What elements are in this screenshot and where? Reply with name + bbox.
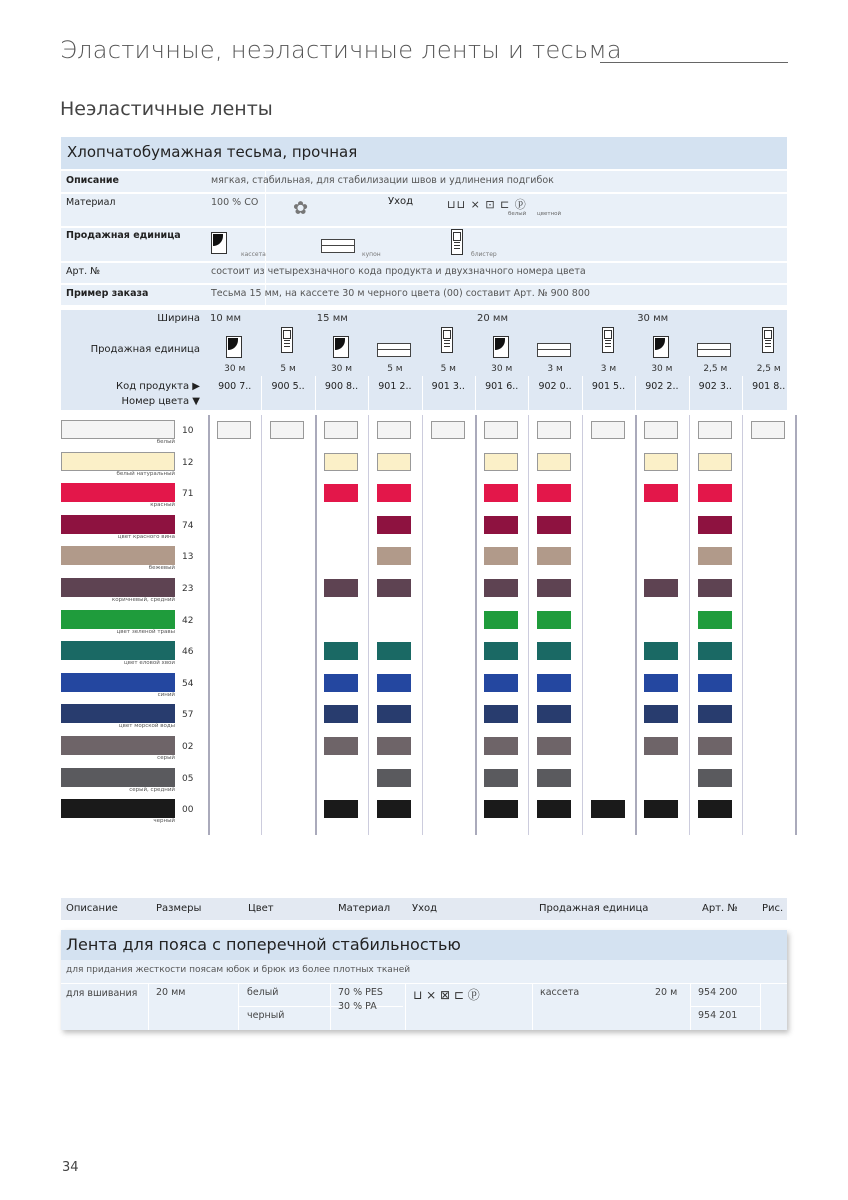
color-name: серый: [157, 755, 175, 761]
availability-cell: [698, 579, 732, 597]
availability-cell: [377, 484, 411, 502]
color-number: 00: [182, 805, 194, 816]
header-separator: [582, 376, 583, 410]
availability-cell: [698, 705, 732, 723]
availability-cell: [644, 579, 678, 597]
coupon-icon: [697, 343, 731, 357]
header-separator: [368, 376, 369, 410]
availability-cell: [484, 705, 518, 723]
availability-cell: [698, 800, 732, 818]
availability-cell: [324, 421, 358, 439]
availability-cell: [324, 737, 358, 755]
availability-cell: [698, 642, 732, 660]
availability-cell: [537, 547, 571, 565]
availability-cell: [698, 769, 732, 787]
availability-cell: [377, 516, 411, 534]
width-label: 30 мм: [637, 313, 669, 324]
color-number: 57: [182, 710, 194, 721]
column-length: 2,5 м: [756, 364, 781, 374]
color-number: 12: [182, 457, 194, 468]
header-separator: [635, 376, 636, 410]
unit-coupon-label: купон: [362, 251, 381, 258]
color-number: 23: [182, 584, 194, 594]
header-separator: [422, 376, 423, 410]
color-number: 10: [182, 426, 194, 436]
column-line: [742, 415, 743, 835]
availability-cell: [431, 421, 465, 439]
availability-cell: [324, 579, 358, 597]
availability-cell: [484, 421, 518, 439]
availability-cell: [644, 642, 678, 660]
availability-cell: [644, 484, 678, 502]
availability-cell: [324, 453, 358, 471]
column-line: [795, 415, 797, 835]
color-swatch: [61, 420, 175, 439]
color-name: белый: [156, 439, 175, 445]
column-line: [315, 415, 317, 835]
availability-cell: [324, 674, 358, 692]
table2-usage: для вшивания: [66, 988, 138, 999]
table2-unit: кассета: [540, 987, 580, 998]
table2-header-label: Арт. №: [702, 903, 738, 914]
cassette-icon: [333, 336, 349, 358]
table2-header-label: Цвет: [248, 903, 274, 914]
row-sales-unit: [61, 228, 787, 261]
header-separator: [261, 376, 262, 410]
availability-cell: [698, 547, 732, 565]
column-line: [582, 415, 583, 835]
product-code: 901 3..: [431, 381, 465, 392]
table2-color-white: белый: [247, 987, 279, 998]
color-number: 05: [182, 773, 194, 784]
material-value: 100 % CO: [211, 197, 259, 208]
product-code: 900 7..: [218, 381, 252, 392]
availability-cell: [484, 769, 518, 787]
availability-cell: [377, 674, 411, 692]
product-code: 901 2..: [378, 381, 412, 392]
cotton-flower-icon: ✿: [293, 198, 309, 219]
sales-unit-label: Продажная единица: [66, 230, 181, 241]
blister-icon: [762, 327, 774, 353]
product-code: 900 8..: [324, 381, 359, 392]
table2-size: 20 мм: [156, 987, 186, 998]
table2-art-2: 954 201: [698, 1010, 738, 1021]
color-name: красный: [150, 502, 175, 509]
table2-header-label: Размеры: [156, 903, 202, 914]
availability-cell: [377, 705, 411, 723]
blister-icon: [441, 327, 453, 353]
material-label: Материал: [66, 197, 116, 208]
availability-cell: [698, 674, 732, 692]
availability-cell: [537, 705, 571, 723]
blister-icon: [602, 327, 614, 353]
care-label: Уход: [388, 196, 414, 207]
column-length: 2,5 м: [703, 364, 728, 374]
column-length: 5 м: [440, 364, 456, 374]
table2-length: 20 м: [655, 987, 678, 998]
availability-cell: [537, 453, 571, 471]
availability-cell: [537, 800, 571, 818]
width-label: 15 мм: [316, 313, 348, 324]
column-line: [368, 415, 369, 835]
unit-blister-label: блистер: [471, 251, 497, 258]
color-swatch: [61, 515, 175, 534]
availability-cell: [324, 800, 358, 818]
color-swatch: [61, 452, 175, 471]
product-code: 902 0..: [538, 381, 572, 392]
column-length: 30 м: [224, 364, 246, 374]
availability-cell: [537, 674, 571, 692]
code-header-label: Код продукта ▶: [115, 381, 200, 392]
availability-cell: [270, 421, 304, 439]
availability-cell: [537, 516, 571, 534]
availability-cell: [644, 800, 678, 818]
column-line: [528, 415, 529, 835]
availability-cell: [484, 674, 518, 692]
color-number-header-label: Номер цвета ▼: [121, 396, 200, 407]
availability-cell: [644, 674, 678, 692]
availability-cell: [537, 611, 571, 629]
header-separator: [689, 376, 690, 410]
availability-cell: [484, 579, 518, 597]
color-name: цвет красного вина: [117, 533, 175, 540]
availability-cell: [698, 516, 732, 534]
color-swatch: [61, 799, 175, 818]
blister-icon: [281, 327, 293, 353]
availability-cell: [484, 453, 518, 471]
product-code: 902 2..: [645, 381, 679, 392]
color-swatch: [61, 483, 175, 502]
product-card-header: [61, 137, 787, 169]
table2-art-1: 954 200: [698, 987, 738, 998]
order-value: Тесьма 15 мм, на кассете 30 м черного цвета (00) составит Арт. № 900 800: [211, 288, 590, 299]
availability-cell: [644, 421, 678, 439]
table2-material-2: 30 % PA: [338, 1001, 377, 1012]
table2-header-label: Продажная единица: [539, 903, 649, 914]
color-number: 74: [182, 520, 194, 531]
column-line: [422, 415, 423, 835]
availability-cell: [484, 547, 518, 565]
header-separator: [528, 376, 529, 410]
availability-cell: [537, 421, 571, 439]
color-name: цвет еловой хвои: [124, 660, 175, 667]
color-number: 13: [182, 552, 194, 563]
width-label: 10 мм: [210, 313, 241, 324]
care-symbols-icon: ⊔⊔ ⨯ ⊡ ⊏ ⓟ: [447, 198, 527, 211]
color-name: коричневый, средний: [111, 597, 175, 603]
availability-cell: [377, 579, 411, 597]
column-line: [261, 415, 262, 835]
header-separator: [315, 376, 316, 410]
column-length: 30 м: [330, 364, 353, 374]
availability-cell: [698, 737, 732, 755]
column-length: 5 м: [387, 364, 403, 374]
blister-icon: [451, 229, 463, 255]
availability-cell: [377, 421, 411, 439]
color-number: 46: [182, 647, 194, 658]
color-name: цвет зеленой травы: [116, 628, 175, 635]
color-name: черный: [153, 818, 175, 825]
color-swatch: [61, 641, 175, 660]
color-number: 54: [182, 678, 194, 689]
page-number: 34: [62, 1160, 79, 1175]
color-name: синий: [157, 691, 175, 698]
availability-cell: [698, 484, 732, 502]
cassette-icon: [226, 336, 242, 358]
availability-cell: [537, 737, 571, 755]
color-number: 02: [182, 742, 194, 752]
color-swatch: [61, 673, 175, 692]
cassette-icon: [653, 336, 669, 358]
availability-cell: [537, 769, 571, 787]
table2-header-label: Материал: [338, 903, 391, 914]
product-code: 901 8..: [752, 381, 786, 392]
product-code: 901 6..: [485, 381, 519, 392]
coupon-icon: [377, 343, 411, 357]
grid-header: [61, 310, 787, 410]
availability-cell: [537, 642, 571, 660]
availability-cell: [751, 421, 785, 439]
color-name: цвет морской воды: [118, 723, 175, 730]
table2-description: для придания жесткости поясам юбок и брюк из более плотных тканей: [66, 965, 411, 975]
availability-cell: [591, 421, 625, 439]
art-value: состоит из четырехзначного кода продукта и двухзначного номера цвета: [211, 266, 586, 277]
availability-cell: [217, 421, 251, 439]
color-swatch: [61, 546, 175, 565]
availability-cell: [537, 579, 571, 597]
table2-title: Лента для пояса с поперечной стабильностью: [66, 935, 461, 954]
page-title: Эластичные, неэластичные ленты и тесьма: [60, 36, 622, 64]
color-swatch: [61, 578, 175, 597]
availability-cell: [377, 547, 411, 565]
availability-cell: [644, 737, 678, 755]
availability-cell: [324, 705, 358, 723]
availability-cell: [484, 484, 518, 502]
description-label: Описание: [66, 175, 120, 186]
width-label: 20 мм: [477, 313, 508, 324]
color-swatch: [61, 704, 175, 723]
art-label: Арт. №: [66, 266, 100, 277]
coupon-icon: [537, 343, 571, 357]
column-length: 5 м: [280, 364, 296, 374]
column-line: [475, 415, 477, 835]
column-length: 30 м: [651, 364, 673, 374]
product-title: Хлопчатобумажная тесьма, прочная: [67, 143, 358, 161]
availability-cell: [484, 737, 518, 755]
color-swatch: [61, 610, 175, 629]
care-sub-white: белый: [508, 211, 527, 217]
table2-header-label: Рис.: [762, 903, 784, 914]
table2-header-label: Уход: [412, 903, 438, 914]
table2-material-1: 70 % PES: [338, 987, 383, 998]
column-length: 30 м: [491, 364, 513, 374]
header-separator: [475, 376, 476, 410]
unit-cassette-label: кассета: [241, 251, 266, 258]
table2-care-symbols-icon: ⊔ ⨯ ⊠ ⊏ ⓟ: [413, 988, 480, 1002]
availability-cell: [377, 453, 411, 471]
availability-cell: [377, 737, 411, 755]
column-line: [689, 415, 690, 835]
header-separator: [742, 376, 743, 410]
color-swatch: [61, 768, 175, 787]
column-line: [208, 415, 210, 835]
availability-cell: [484, 642, 518, 660]
section-title: Неэластичные ленты: [60, 98, 273, 120]
product-code: 902 3..: [698, 381, 732, 392]
product-code: 900 5..: [271, 381, 305, 392]
availability-cell: [537, 484, 571, 502]
availability-cell: [377, 642, 411, 660]
color-number: 71: [182, 489, 194, 500]
availability-cell: [644, 705, 678, 723]
color-name: бежевый: [148, 565, 175, 572]
order-label: Пример заказа: [66, 288, 149, 299]
care-sub-color: цветной: [537, 211, 562, 217]
title-rule: [600, 62, 788, 63]
table2-color-black: черный: [247, 1010, 285, 1021]
availability-cell: [484, 611, 518, 629]
availability-cell: [698, 611, 732, 629]
cassette-icon: [493, 336, 509, 358]
color-name: серый, средний: [129, 786, 175, 793]
column-length: 3 м: [547, 364, 563, 374]
availability-cell: [644, 453, 678, 471]
color-swatch: [61, 736, 175, 755]
availability-cell: [377, 769, 411, 787]
row-material: [61, 194, 787, 226]
description-value: мягкая, стабильная, для стабилизации швов и удлинения подгибок: [211, 175, 554, 186]
column-length: 3 м: [600, 364, 617, 374]
availability-cell: [324, 642, 358, 660]
unit-header-label: Продажная единица: [90, 344, 200, 355]
availability-cell: [484, 800, 518, 818]
availability-cell: [484, 516, 518, 534]
availability-cell: [324, 484, 358, 502]
width-header-label: Ширина: [157, 313, 200, 324]
color-name: белый натуральный: [116, 470, 175, 477]
table2-header-label: Описание: [66, 903, 118, 914]
availability-cell: [698, 453, 732, 471]
cassette-icon: [211, 232, 227, 254]
availability-cell: [698, 421, 732, 439]
column-line: [635, 415, 637, 835]
availability-cell: [377, 800, 411, 818]
coupon-icon: [321, 239, 355, 253]
product-code: 901 5..: [591, 381, 626, 392]
color-number: 42: [182, 615, 194, 626]
availability-cell: [591, 800, 625, 818]
